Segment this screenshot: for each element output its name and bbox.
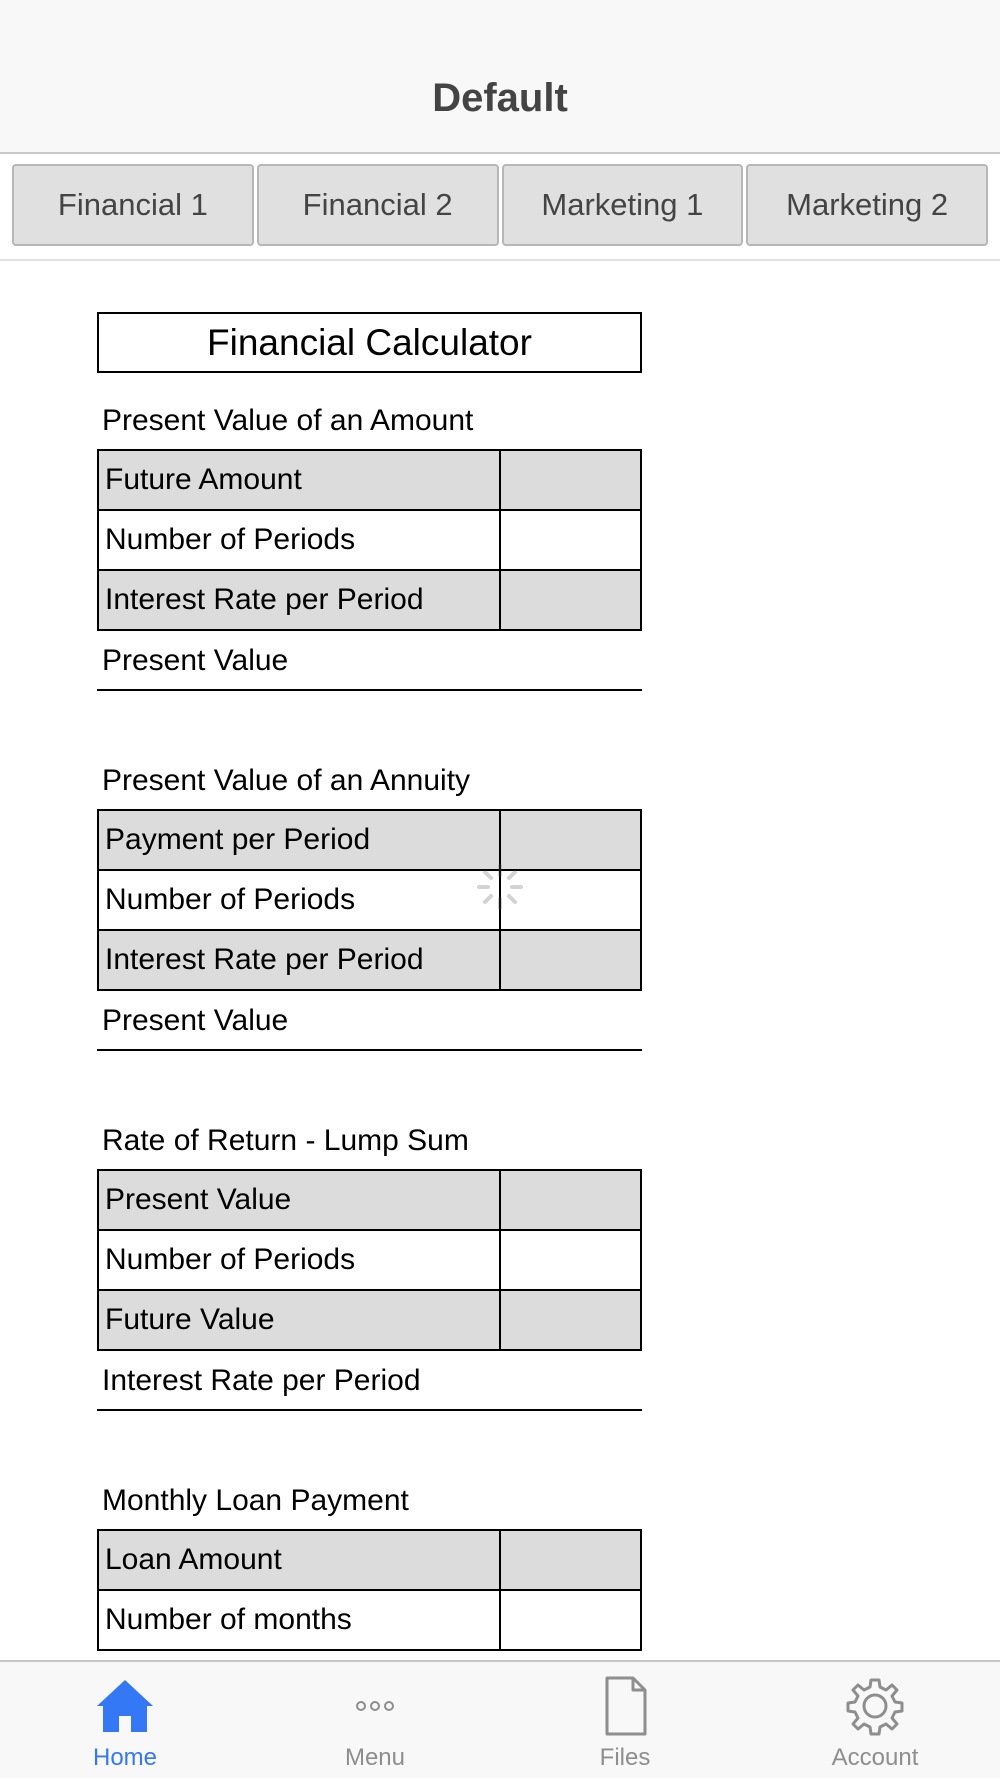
calculator-title: Financial Calculator — [97, 312, 642, 373]
input-grid — [97, 449, 642, 631]
row-label: Number of Periods — [99, 1231, 501, 1289]
tab-financial-2[interactable]: Financial 2 — [257, 164, 499, 246]
row-label: Present Value — [99, 1171, 501, 1229]
section-rate-of-return — [97, 1113, 642, 1411]
section-monthly-loan-payment — [97, 1473, 642, 1651]
page-title: Default — [432, 76, 568, 120]
tabbar-label: Account — [831, 1744, 919, 1771]
row-label: Interest Rate per Period — [99, 571, 501, 629]
result-present-value: Present Value — [97, 991, 642, 1051]
tab-marketing-2[interactable]: Marketing 2 — [746, 164, 988, 246]
tab-marketing-1[interactable]: Marketing 1 — [502, 164, 744, 246]
table-row — [99, 871, 640, 931]
file-icon — [593, 1674, 657, 1738]
row-label: Number of Periods — [99, 511, 501, 569]
section-title: Present Value of an Amount — [102, 404, 474, 437]
section-title: Present Value of an Annuity — [102, 764, 471, 797]
payment-per-period-input[interactable] — [501, 811, 640, 869]
table-row — [99, 1531, 640, 1591]
input-grid — [97, 1529, 642, 1651]
table-row — [99, 1171, 640, 1231]
tab-financial-1[interactable]: Financial 1 — [12, 164, 254, 246]
input-grid — [97, 809, 642, 991]
table-row — [99, 571, 640, 631]
interest-rate-input[interactable] — [501, 931, 640, 989]
present-value-input[interactable] — [501, 1171, 640, 1229]
section-present-value-annuity — [97, 753, 642, 1051]
future-amount-input[interactable] — [501, 451, 640, 509]
calculator-content[interactable] — [0, 262, 1000, 1660]
tabbar-account[interactable] — [750, 1662, 1000, 1778]
gear-icon — [843, 1674, 907, 1738]
home-icon — [93, 1674, 157, 1738]
tab-bar-top — [12, 164, 988, 246]
table-row — [99, 931, 640, 991]
future-value-input[interactable] — [501, 1291, 640, 1349]
tabs-divider — [0, 259, 1000, 261]
input-grid — [97, 1169, 642, 1351]
table-row — [99, 811, 640, 871]
number-of-months-input[interactable] — [501, 1591, 640, 1649]
bottom-tab-bar — [0, 1660, 1000, 1778]
interest-rate-input[interactable] — [501, 571, 640, 629]
header — [0, 0, 1000, 154]
result-interest-rate: Interest Rate per Period — [97, 1351, 642, 1411]
row-label: Payment per Period — [99, 811, 501, 869]
table-row — [99, 511, 640, 571]
section-title: Rate of Return - Lump Sum — [102, 1124, 469, 1157]
section-title: Monthly Loan Payment — [102, 1484, 409, 1517]
number-of-periods-input[interactable] — [501, 511, 640, 569]
result-present-value: Present Value — [97, 631, 642, 691]
number-of-periods-input[interactable] — [501, 1231, 640, 1289]
row-label: Future Value — [99, 1291, 501, 1349]
tabbar-home[interactable] — [0, 1662, 250, 1778]
row-label: Loan Amount — [99, 1531, 501, 1589]
row-label: Interest Rate per Period — [99, 931, 501, 989]
tabbar-files[interactable] — [500, 1662, 750, 1778]
row-label: Number of Periods — [99, 871, 501, 929]
table-row — [99, 451, 640, 511]
more-icon — [343, 1674, 407, 1738]
tabbar-label: Menu — [344, 1744, 406, 1771]
loading-spinner-icon — [475, 862, 525, 912]
table-row — [99, 1591, 640, 1651]
section-present-value-amount — [97, 393, 642, 691]
tabbar-label: Files — [599, 1744, 651, 1771]
tabbar-menu[interactable] — [250, 1662, 500, 1778]
tabbar-label: Home — [92, 1744, 158, 1771]
loan-amount-input[interactable] — [501, 1531, 640, 1589]
table-row — [99, 1231, 640, 1291]
row-label: Number of months — [99, 1591, 501, 1649]
table-row — [99, 1291, 640, 1351]
row-label: Future Amount — [99, 451, 501, 509]
